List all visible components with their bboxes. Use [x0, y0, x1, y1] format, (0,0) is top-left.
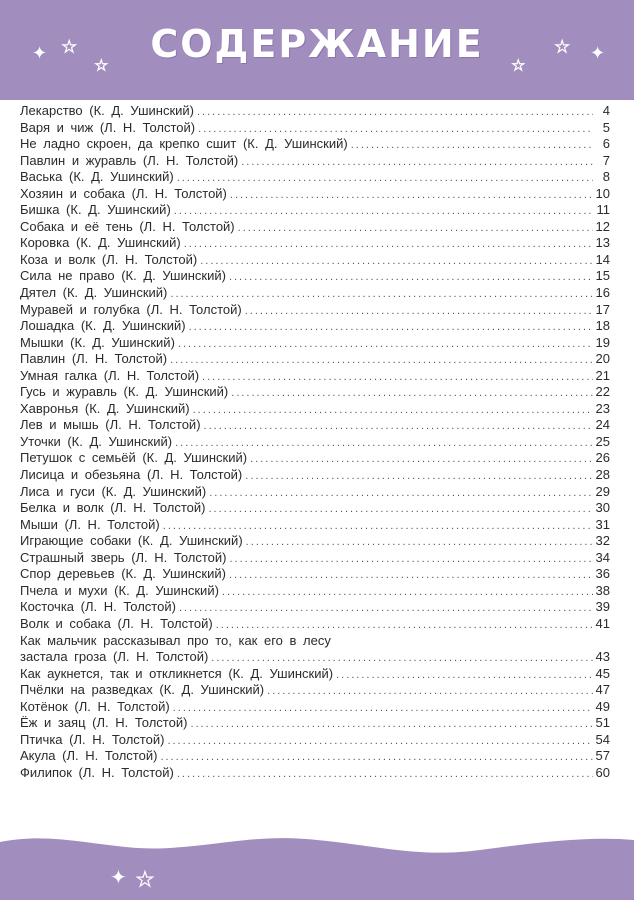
leader-dots: [209, 487, 592, 499]
leader-dots: [177, 768, 593, 780]
toc-entry-page: 41: [595, 615, 610, 631]
toc-entry-page: 45: [595, 665, 610, 681]
toc-entry-title-continued: застала гроза (Л. Н. Толстой): [20, 649, 209, 665]
leader-dots: [202, 371, 592, 383]
toc-entry-title: Волк и собака (Л. Н. Толстой): [20, 615, 213, 631]
leader-dots: [200, 255, 592, 267]
leader-dots: [170, 288, 592, 300]
toc-entry-title: Птичка (Л. Н. Толстой): [20, 731, 165, 747]
leader-dots: [245, 470, 592, 482]
toc-entry: [20, 401, 610, 418]
toc-entry-page: 29: [595, 483, 610, 499]
star-icon: ✦: [32, 43, 48, 63]
toc-entry: [20, 517, 610, 534]
toc-entry: [20, 484, 610, 501]
toc-entry-page: 23: [595, 400, 610, 416]
leader-dots: [197, 106, 593, 118]
toc-entry: [20, 533, 610, 550]
toc-entry-title: Мышки (К. Д. Ушинский): [20, 334, 175, 350]
footer-wave: [0, 800, 634, 900]
toc-entry-page: 60: [595, 764, 610, 780]
toc-entry-page: 14: [595, 251, 610, 267]
toc-entry-page: 47: [595, 682, 610, 698]
star-icon: ✦: [110, 865, 127, 889]
toc-entry-title: Гусь и журавль (К. Д. Ушинский): [20, 384, 229, 400]
toc-entry-title: Как мальчик рассказывал про то, как его в лесу: [20, 632, 331, 648]
toc-entry: [20, 368, 610, 385]
toc-entry-title: Котёнок (Л. Н. Толстой): [20, 698, 170, 714]
leader-dots: [238, 222, 593, 234]
toc-entry-page: 39: [595, 599, 610, 615]
toc-entry: [20, 765, 610, 782]
toc-entry-title: Дятел (К. Д. Ушинский): [20, 285, 168, 301]
toc-entry-page: 10: [595, 185, 610, 201]
toc-entry-title: Лисица и обезьяна (Л. Н. Толстой): [20, 467, 243, 483]
toc-entry-title: Варя и чиж (Л. Н. Толстой): [20, 119, 196, 135]
toc-entry-page: 32: [595, 533, 610, 549]
toc-entry-page: 36: [595, 566, 610, 582]
toc-entry-title: Хозяин и собака (Л. Н. Толстой): [20, 185, 227, 201]
leader-dots: [193, 404, 593, 416]
toc-entry-title: Собака и её тень (Л. Н. Толстой): [20, 218, 235, 234]
toc-entry-title: Играющие собаки (К. Д. Ушинский): [20, 533, 243, 549]
toc-entry-title: Косточка (Л. Н. Толстой): [20, 599, 176, 615]
toc-entry-page: 34: [595, 549, 610, 565]
leader-dots: [198, 123, 593, 135]
toc-entry-title: Коровка (К. Д. Ушинский): [20, 235, 181, 251]
leader-dots: [230, 189, 593, 201]
toc-entry: [20, 748, 610, 765]
leader-dots: [208, 503, 592, 515]
toc-entry-page: 6: [602, 136, 610, 152]
leader-dots: [178, 338, 593, 350]
leader-dots: [229, 553, 592, 565]
toc-entry-page: 13: [595, 235, 610, 251]
leader-dots: [211, 652, 592, 664]
toc-entry: [20, 120, 610, 137]
toc-entry: [20, 566, 610, 583]
toc-entry-page: 4: [602, 103, 610, 118]
leader-dots: [245, 305, 593, 317]
toc-entry-title: Спор деревьев (К. Д. Ушинский): [20, 566, 226, 582]
toc-entry-title: Павлин и журавль (Л. Н. Толстой): [20, 152, 239, 168]
toc-entry-page: 15: [595, 268, 610, 284]
toc-entry: [20, 335, 610, 352]
toc-entry: [20, 318, 610, 335]
star-outline-icon: ★: [512, 57, 525, 73]
toc-entry-page: 11: [596, 202, 610, 218]
toc-entry: [20, 136, 610, 153]
toc-entry-title: Лекарство (К. Д. Ушинский): [20, 103, 194, 118]
toc-entry-title: Ёж и заяц (Л. Н. Толстой): [20, 715, 188, 731]
toc-entry-page: 8: [602, 169, 610, 185]
toc-entry-title: Лошадка (К. Д. Ушинский): [20, 318, 186, 334]
toc-entry: [20, 417, 610, 434]
toc-entry-title: Бишка (К. Д. Ушинский): [20, 202, 171, 218]
leader-dots: [267, 685, 592, 697]
toc-entry: [20, 384, 610, 401]
toc-entry-page: 12: [595, 218, 610, 234]
toc-entry: [20, 302, 610, 319]
leader-dots: [175, 437, 592, 449]
toc-entry-title: Акула (Л. Н. Толстой): [20, 748, 158, 764]
leader-dots: [163, 520, 593, 532]
toc-entry-page: 5: [602, 119, 610, 135]
toc-entry-page: 51: [595, 715, 610, 731]
star-outline-icon: ★: [136, 867, 154, 891]
star-icon: ✦: [590, 43, 606, 63]
table-of-contents: [20, 103, 610, 781]
toc-entry-page: 22: [595, 384, 610, 400]
toc-entry-page: 17: [595, 301, 610, 317]
star-outline-icon: ★: [95, 57, 108, 73]
star-outline-icon: ★: [62, 39, 77, 56]
toc-entry-title: Страшный зверь (Л. Н. Толстой): [20, 549, 227, 565]
toc-entry-title: Лев и мышь (Л. Н. Толстой): [20, 417, 201, 433]
leader-dots: [184, 238, 593, 250]
toc-entry-page: 43: [595, 649, 610, 665]
toc-entry: [20, 550, 610, 567]
toc-entry-page: 20: [595, 351, 610, 367]
leader-dots: [190, 718, 592, 730]
toc-entry-page: 57: [595, 748, 610, 764]
toc-entry-page: 19: [595, 334, 610, 350]
toc-entry-page: 30: [595, 500, 610, 516]
toc-entry: [20, 732, 610, 749]
page-title: СОДЕРЖАНИЕ: [150, 22, 484, 66]
toc-entry-page: 38: [595, 582, 610, 598]
toc-entry-title: Филипок (Л. Н. Толстой): [20, 764, 174, 780]
leader-dots: [246, 536, 593, 548]
leader-dots: [177, 172, 593, 184]
toc-entry-title: Умная галка (Л. Н. Толстой): [20, 367, 200, 383]
toc-entry: [20, 268, 610, 285]
leader-dots: [173, 702, 593, 714]
toc-entry-page: 26: [595, 450, 610, 466]
leader-dots: [222, 586, 593, 598]
toc-entry-page: 7: [602, 152, 610, 168]
toc-entry: [20, 699, 610, 716]
toc-entry: [20, 202, 610, 219]
leader-dots: [160, 751, 592, 763]
toc-entry-title: Лиса и гуси (К. Д. Ушинский): [20, 483, 207, 499]
toc-entry-page: 31: [595, 516, 610, 532]
leader-dots: [189, 321, 593, 333]
leader-dots: [241, 156, 593, 168]
toc-entry: [20, 616, 610, 633]
toc-entry: [20, 599, 610, 616]
toc-entry: [20, 434, 610, 451]
leader-dots: [250, 453, 592, 465]
toc-entry-title: Не ладно скроен, да крепко сшит (К. Д. Ушинский): [20, 136, 348, 152]
toc-entry: [20, 583, 610, 600]
toc-entry-title: Пчёлки на разведках (К. Д. Ушинский): [20, 682, 265, 698]
leader-dots: [167, 735, 592, 747]
toc-entry: [20, 235, 610, 252]
toc-entry-page: 49: [595, 698, 610, 714]
toc-entry: [20, 169, 610, 186]
star-outline-icon: ★: [555, 39, 570, 56]
toc-entry-page: 25: [595, 433, 610, 449]
toc-entry-title: Петушок с семьёй (К. Д. Ушинский): [20, 450, 248, 466]
toc-entry: [20, 103, 610, 120]
toc-entry-title: Сила не право (К. Д. Ушинский): [20, 268, 226, 284]
toc-entry-title: Пчела и мухи (К. Д. Ушинский): [20, 582, 219, 598]
toc-entry: [20, 351, 610, 368]
toc-entry: [20, 682, 610, 699]
toc-entry-page: 54: [595, 731, 610, 747]
toc-entry: [20, 153, 610, 170]
toc-entry-title: Белка и волк (Л. Н. Толстой): [20, 500, 206, 516]
leader-dots: [170, 354, 592, 366]
toc-entry-title: Васька (К. Д. Ушинский): [20, 169, 174, 185]
toc-entry: [20, 715, 610, 732]
toc-entry-title: Мыши (Л. Н. Толстой): [20, 516, 160, 532]
toc-entry: [20, 186, 610, 203]
leader-dots: [204, 420, 593, 432]
toc-entry-title: Муравей и голубка (Л. Н. Толстой): [20, 301, 242, 317]
toc-entry: [20, 450, 610, 467]
toc-entry: [20, 285, 610, 302]
toc-entry-title: Как аукнется, так и откликнется (К. Д. Ушинский): [20, 665, 334, 681]
toc-entry: [20, 666, 610, 683]
leader-dots: [179, 602, 593, 614]
toc-entry-page: 21: [595, 367, 610, 383]
toc-entry-title: Коза и волк (Л. Н. Толстой): [20, 251, 198, 267]
toc-entry: [20, 219, 610, 236]
leader-dots: [229, 271, 593, 283]
leader-dots: [351, 139, 593, 151]
toc-entry: [20, 500, 610, 517]
toc-entry-title: Уточки (К. Д. Ушинский): [20, 433, 173, 449]
leader-dots: [216, 619, 593, 631]
leader-dots: [336, 669, 592, 681]
toc-entry: [20, 633, 610, 666]
toc-entry-page: 16: [595, 285, 610, 301]
toc-entry: [20, 252, 610, 269]
toc-entry-title: Павлин (Л. Н. Толстой): [20, 351, 168, 367]
leader-dots: [174, 205, 593, 217]
toc-entry-page: 24: [595, 417, 610, 433]
toc-entry: [20, 467, 610, 484]
toc-entry-page: 28: [595, 467, 610, 483]
toc-entry-page: 18: [595, 318, 610, 334]
leader-dots: [231, 387, 592, 399]
leader-dots: [229, 569, 593, 581]
toc-entry-title: Хавронья (К. Д. Ушинский): [20, 400, 190, 416]
